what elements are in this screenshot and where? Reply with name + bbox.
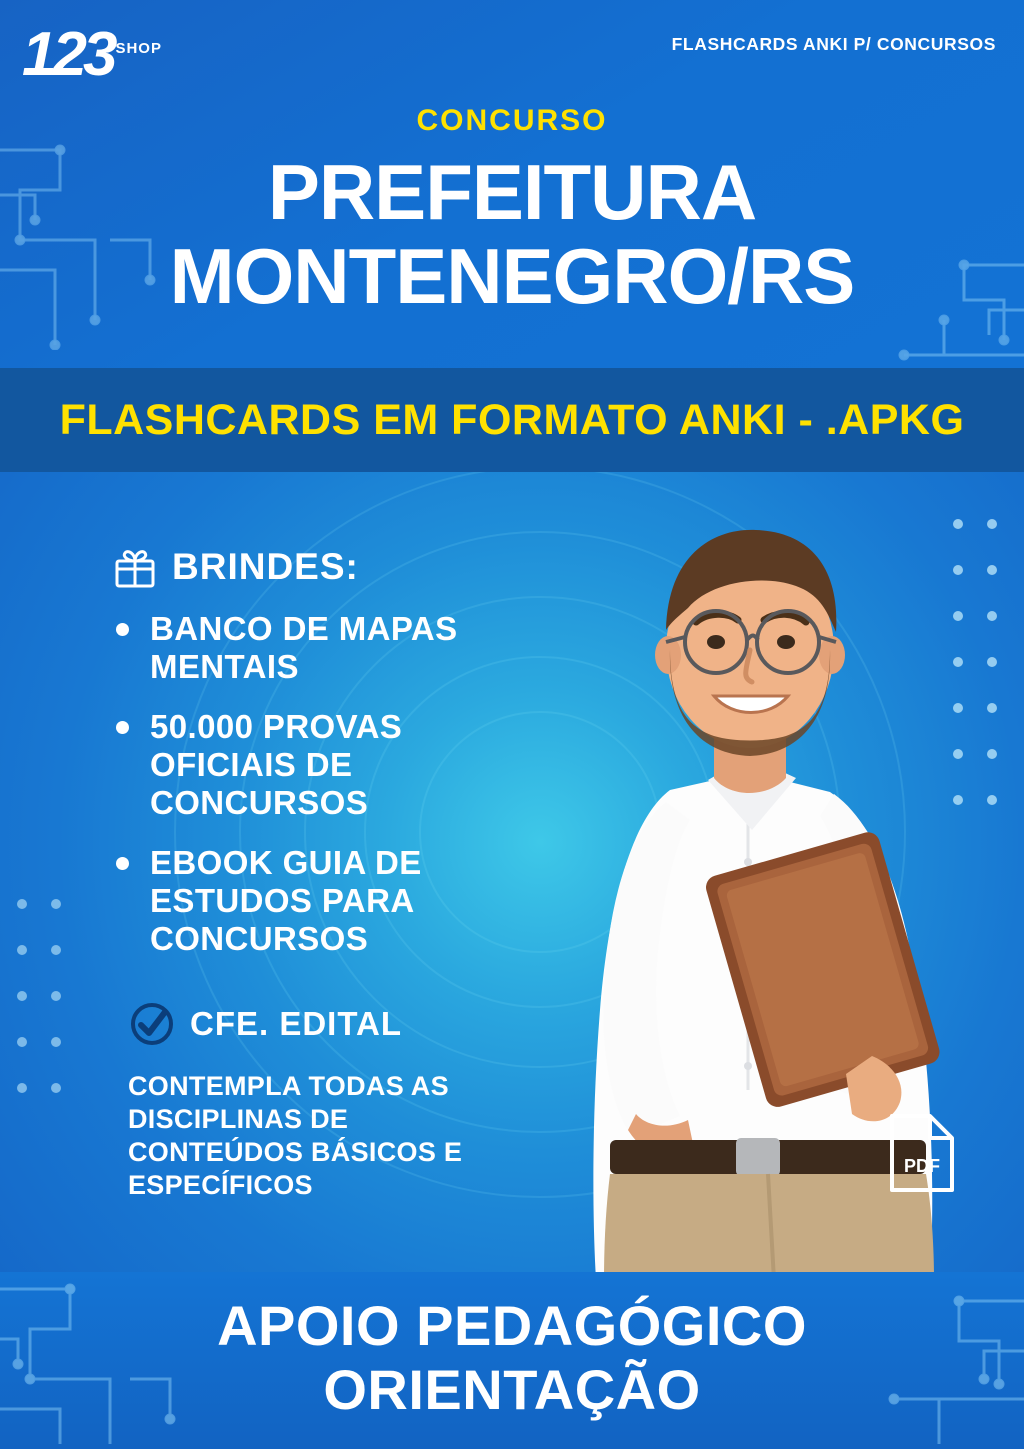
page-title xyxy=(0,150,1024,318)
format-banner xyxy=(0,368,1024,472)
top-right-label: FLASHCARDS ANKI P/ CONCURSOS xyxy=(671,34,996,54)
cfe-edital-description: CONTEMPLA TODAS AS DISCIPLINAS DE CONTEÚDOS BÁSICOS E ESPECÍFICOS xyxy=(128,1071,463,1200)
poster-footer xyxy=(0,1272,1024,1449)
poster-main xyxy=(0,472,1024,1272)
poster-header xyxy=(0,0,1024,368)
page-title-line-1: PREFEITURA xyxy=(267,148,757,236)
list-item: BANCO DE MAPAS MENTAIS xyxy=(112,610,542,686)
page-title-line-2: MONTENEGRO/RS xyxy=(169,232,855,320)
list-item: 50.000 PROVAS OFICIAIS DE CONCURSOS xyxy=(112,708,542,822)
brindes-list xyxy=(112,610,542,980)
footer-text xyxy=(0,1294,1024,1422)
list-item: EBOOK GUIA DE ESTUDOS PARA CONCURSOS xyxy=(112,844,542,958)
brindes-title: BRINDES: xyxy=(172,546,359,587)
dot-grid-left xyxy=(10,892,70,1192)
check-circle-icon xyxy=(128,1000,176,1048)
brindes-header xyxy=(112,544,359,590)
pdf-icon-label: PDF xyxy=(904,1156,940,1176)
brand-logo[interactable] xyxy=(22,18,162,89)
gift-icon xyxy=(112,544,158,590)
kicker-text: CONCURSO xyxy=(416,104,608,137)
footer-line-2: ORIENTAÇÃO xyxy=(323,1358,701,1421)
cfe-edital-title: CFE. EDITAL xyxy=(190,1005,403,1042)
footer-line-1: APOIO PEDAGÓGICO xyxy=(217,1294,807,1357)
brand-logo-subtext: SHOP xyxy=(115,40,162,57)
format-banner-text: FLASHCARDS EM FORMATO ANKI - .APKG xyxy=(59,395,965,444)
brand-logo-text: 123 xyxy=(22,20,114,89)
cfe-edital-header xyxy=(128,1000,402,1048)
pdf-icon xyxy=(886,1112,958,1194)
